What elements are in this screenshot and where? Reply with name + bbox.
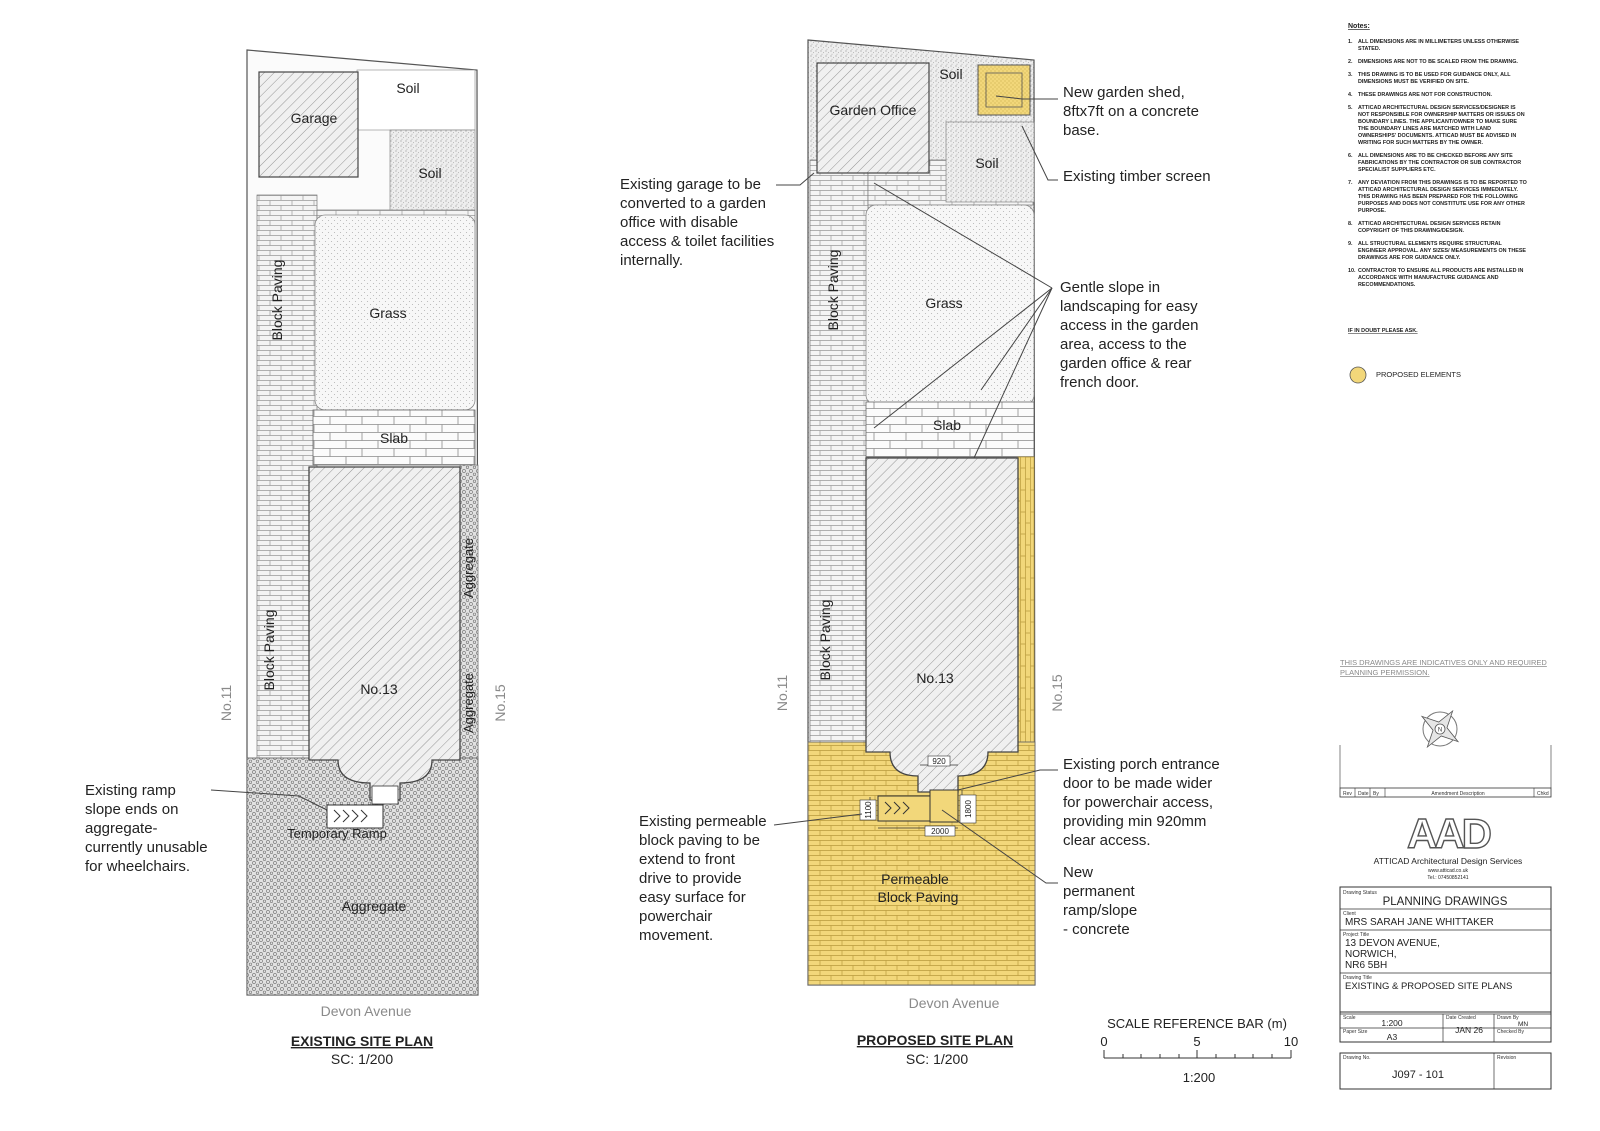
proposed-slab-label: Slab bbox=[932, 417, 962, 433]
existing-aggregate-lower-label: Aggregate bbox=[461, 673, 476, 733]
company-phone: Tel.: 07450852141 bbox=[1427, 875, 1469, 881]
permeable-paving-callout bbox=[639, 813, 767, 944]
callout-line: New garden shed, bbox=[1063, 84, 1185, 101]
note-text: SPECIALIST SUPPLIERS ETC. bbox=[1358, 167, 1436, 173]
note-text: PURPOSES AND DOES NOT CONSTITUTE USE FOR ANY OTHER bbox=[1358, 201, 1525, 207]
project-caption: Project Title bbox=[1343, 932, 1370, 938]
title-caption: Drawing Title bbox=[1343, 975, 1372, 981]
note-text: ATTICAD ARCHITECTURAL DESIGN SERVICES RETAIN bbox=[1358, 221, 1501, 227]
garden-office-label: Garden Office bbox=[829, 102, 917, 118]
amendment-header-by: By bbox=[1373, 791, 1379, 797]
date-value: JAN 26 bbox=[1455, 1025, 1483, 1035]
note-text: STATED. bbox=[1358, 46, 1381, 52]
callout-line: landscaping for easy bbox=[1060, 298, 1198, 315]
note-text: ENGINEER APPROVAL. ANY SIZES/ MEASUREMENTS ON THESE bbox=[1358, 248, 1527, 254]
proposed-block-paving-label-upper: Block Paving bbox=[825, 249, 841, 331]
indicative-note-line2: PLANNING PERMISSION. bbox=[1340, 668, 1430, 677]
callout-line: - concrete bbox=[1063, 921, 1130, 938]
note-text: OWNERSHIPS' DOCUMENTS. ATTICAD MUST BE ADVISED IN bbox=[1358, 133, 1517, 139]
callout-line: easy surface for bbox=[639, 889, 746, 906]
proposed-block-paving-label-lower: Block Paving bbox=[817, 599, 833, 681]
proposed-soil-mid-label: Soil bbox=[975, 155, 999, 171]
note-text: DRAWINGS ARE FOR GUIDANCE ONLY. bbox=[1358, 255, 1461, 261]
north-arrow-icon bbox=[1409, 698, 1470, 759]
scale-bar bbox=[1100, 1016, 1298, 1085]
gentle-slope-callout bbox=[1060, 279, 1198, 391]
drawn-caption: Drawn By bbox=[1497, 1015, 1519, 1021]
revision-caption: Revision bbox=[1497, 1055, 1517, 1061]
scale-tick-10: 10 bbox=[1283, 1034, 1299, 1049]
existing-site-plan bbox=[247, 50, 478, 995]
callout-line: door to be made wider bbox=[1063, 775, 1213, 792]
callout-line: access in the garden bbox=[1060, 317, 1199, 334]
note-text: DIMENSIONS MUST BE VERIFIED ON SITE. bbox=[1358, 79, 1469, 85]
amendment-header-rev: Rev bbox=[1343, 791, 1352, 797]
note-number: 4. bbox=[1348, 92, 1353, 98]
callout-line: providing min 920mm bbox=[1063, 813, 1207, 830]
scale-value: 1:200 bbox=[1381, 1018, 1403, 1028]
proposed-house bbox=[866, 458, 1018, 792]
notes-doubt: IF IN DOUBT PLEASE ASK. bbox=[1348, 328, 1418, 334]
callout-line: permanent bbox=[1063, 883, 1135, 900]
existing-slab-label: Slab bbox=[379, 430, 409, 446]
callout-line: ramp/slope bbox=[1063, 902, 1138, 919]
dimension-1800: 1800 bbox=[964, 800, 973, 818]
client-name: MRS SARAH JANE WHITTAKER bbox=[1345, 917, 1494, 928]
dimension-2000: 2000 bbox=[931, 827, 949, 836]
title-block bbox=[1340, 887, 1551, 1089]
existing-soil-top bbox=[357, 70, 475, 130]
callout-line: clear access. bbox=[1063, 832, 1151, 849]
callout-line: converted to a garden bbox=[620, 195, 766, 212]
callout-line: aggregate- bbox=[85, 820, 158, 837]
note-number: 8. bbox=[1348, 221, 1353, 227]
existing-house-label: No.13 bbox=[360, 681, 398, 697]
proposed-elements-swatch bbox=[1350, 367, 1366, 383]
callout-line: Existing garage to be bbox=[620, 176, 761, 193]
callout-line: for wheelchairs. bbox=[85, 858, 191, 875]
note-number: 10. bbox=[1348, 268, 1356, 274]
notes-panel bbox=[1340, 23, 1547, 677]
note-text: WRITING FOR SUCH MATTERS BY THE OWNER. bbox=[1358, 140, 1483, 146]
note-number: 1. bbox=[1348, 39, 1353, 45]
notes-list bbox=[1348, 39, 1527, 288]
note-text: COPYRIGHT OF THIS DRAWING/DESIGN. bbox=[1358, 228, 1465, 234]
callout-line: base. bbox=[1063, 122, 1100, 139]
existing-aggregate-front bbox=[247, 758, 478, 995]
existing-aggregate-upper-label: Aggregate bbox=[461, 538, 476, 598]
note-text: ACCORDANCE WITH MANUFACTURE GUIDANCE AND bbox=[1358, 275, 1499, 281]
note-text: RECOMMENDATIONS. bbox=[1358, 282, 1416, 288]
garden-office bbox=[817, 63, 929, 173]
note-text: THESE DRAWINGS ARE NOT FOR CONSTRUCTION. bbox=[1358, 92, 1492, 98]
temporary-ramp-label: Temporary Ramp bbox=[287, 826, 387, 841]
permeable-label-line2: Block Paving bbox=[877, 889, 959, 905]
callout-line: for powerchair access, bbox=[1063, 794, 1214, 811]
scale-caption: Scale bbox=[1343, 1015, 1356, 1021]
project-line3: NR6 5BH bbox=[1345, 960, 1388, 971]
company-logo-text: AAD bbox=[1407, 810, 1489, 857]
callout-line: area, access to the bbox=[1060, 336, 1187, 353]
existing-plan-title: EXISTING SITE PLAN bbox=[290, 1033, 434, 1049]
notes-heading: Notes: bbox=[1348, 23, 1370, 30]
note-text: ALL STRUCTURAL ELEMENTS REQUIRE STRUCTURAL bbox=[1358, 241, 1502, 247]
drawing-number: J097 - 101 bbox=[1392, 1069, 1444, 1081]
existing-ramp-callout bbox=[85, 782, 208, 875]
callout-line: 8ftx7ft on a concrete bbox=[1063, 103, 1199, 120]
existing-grass-label: Grass bbox=[369, 305, 407, 321]
proposed-house-label: No.13 bbox=[916, 670, 954, 686]
client-caption: Client bbox=[1343, 911, 1356, 917]
existing-block-paving-lower-label: Block Paving bbox=[261, 609, 277, 691]
date-caption: Date Created bbox=[1446, 1015, 1476, 1021]
checked-caption: Checked By bbox=[1497, 1029, 1524, 1035]
dimension-920: 920 bbox=[932, 757, 946, 766]
permeable-label-line1: Permeable bbox=[881, 871, 949, 887]
note-number: 9. bbox=[1348, 241, 1353, 247]
scale-tick-5: 5 bbox=[1193, 1034, 1201, 1049]
amendment-header-date: Date bbox=[1358, 791, 1369, 797]
proposed-soil-top-label: Soil bbox=[939, 66, 963, 82]
callout-line: Gentle slope in bbox=[1060, 279, 1161, 296]
existing-neighbour-left-label: No.11 bbox=[218, 684, 234, 722]
company-logo bbox=[1374, 810, 1523, 881]
callout-line: currently unusable bbox=[85, 839, 208, 856]
temporary-ramp bbox=[327, 805, 383, 828]
callout-line: movement. bbox=[639, 927, 714, 944]
company-name: ATTICAD Architectural Design Services bbox=[1373, 856, 1523, 866]
proposed-site-plan bbox=[808, 40, 1035, 985]
scale-tick-0: 0 bbox=[1100, 1034, 1108, 1049]
note-text: PURPOSE. bbox=[1358, 208, 1386, 214]
timber-screen-callout: Existing timber screen bbox=[1063, 168, 1211, 185]
project-line1: 13 DEVON AVENUE, bbox=[1345, 938, 1440, 949]
note-text: THIS DRAWING IS TO BE USED FOR GUIDANCE ONLY, ALL bbox=[1358, 72, 1511, 78]
existing-house bbox=[309, 467, 460, 800]
existing-soil-top-label: Soil bbox=[396, 80, 420, 96]
note-text: NOT RESPONSIBLE FOR OWNERSHIP MATTERS OR ISSUES ON bbox=[1358, 112, 1525, 118]
callout-line: garden office & rear bbox=[1060, 355, 1192, 372]
callout-line: extend to front bbox=[639, 851, 735, 868]
note-number: 6. bbox=[1348, 153, 1353, 159]
note-text: CONTRACTOR TO ENSURE ALL PRODUCTS ARE INSTALLED IN bbox=[1358, 268, 1524, 274]
drawn-value: MN bbox=[1517, 1021, 1529, 1028]
shed-callout bbox=[1063, 84, 1199, 139]
existing-neighbour-right-label: No.15 bbox=[492, 684, 508, 722]
note-text: THE BOUNDARY LINES ARE MATCHED WITH LAND bbox=[1358, 126, 1491, 132]
dimension-1100: 1100 bbox=[864, 801, 873, 819]
permanent-ramp-callout bbox=[1063, 864, 1137, 938]
callout-line: access & toilet facilities bbox=[620, 233, 775, 250]
existing-street-label: Devon Avenue bbox=[320, 1003, 412, 1019]
existing-plan-scale: SC: 1/200 bbox=[330, 1051, 394, 1067]
note-text: DIMENSIONS ARE NOT TO BE SCALED FROM THE DRAWING. bbox=[1358, 59, 1518, 65]
project-line2: NORWICH, bbox=[1345, 949, 1397, 960]
proposed-plan-title: PROPOSED SITE PLAN bbox=[856, 1032, 1014, 1048]
note-text: ANY DEVIATION FROM THIS DRAWINGS IS TO BE REPORTED TO bbox=[1358, 180, 1527, 186]
amendment-header-description: Amendment Description bbox=[1431, 791, 1485, 797]
svg-text:N: N bbox=[1437, 727, 1443, 734]
proposed-street-label: Devon Avenue bbox=[908, 995, 1000, 1011]
note-text: FABRICATIONS BY THE CONTRACTOR OR SUB CONTRACTOR bbox=[1358, 160, 1522, 166]
proposed-elements-label: PROPOSED ELEMENTS bbox=[1376, 370, 1462, 379]
callout-line: drive to provide bbox=[639, 870, 742, 887]
porch-entrance-callout bbox=[1063, 756, 1220, 849]
note-number: 3. bbox=[1348, 72, 1353, 78]
note-number: 5. bbox=[1348, 105, 1353, 111]
proposed-grass-label: Grass bbox=[925, 295, 963, 311]
callout-line: internally. bbox=[620, 252, 684, 269]
callout-line: Existing porch entrance bbox=[1063, 756, 1220, 773]
proposed-neighbour-right-label: No.15 bbox=[1049, 674, 1065, 712]
note-text: ALL DIMENSIONS ARE IN MILLIMETERS UNLESS OTHERWISE bbox=[1358, 39, 1520, 45]
drawing-title: EXISTING & PROPOSED SITE PLANS bbox=[1345, 981, 1513, 992]
amendment-header-chkd: Chkd bbox=[1537, 791, 1549, 797]
company-web: www.atticad.co.uk bbox=[1427, 868, 1469, 874]
status-caption: Drawing Status bbox=[1343, 890, 1377, 896]
callout-line: office with disable bbox=[620, 214, 739, 231]
scale-bar-title: SCALE REFERENCE BAR (m) bbox=[1107, 1016, 1287, 1031]
callout-line: slope ends on bbox=[85, 801, 179, 818]
callout-line: Existing permeable bbox=[639, 813, 767, 830]
callout-line: french door. bbox=[1060, 374, 1140, 391]
paper-caption: Paper Size bbox=[1343, 1029, 1368, 1035]
new-permanent-ramp bbox=[878, 796, 930, 821]
note-text: BOUNDARY LINES. THE APPLICANT/OWNER TO MAKE SURE bbox=[1358, 119, 1518, 125]
note-number: 2. bbox=[1348, 59, 1353, 65]
paper-value: A3 bbox=[1386, 1032, 1398, 1042]
existing-garage-label: Garage bbox=[290, 110, 338, 126]
drawing-status: PLANNING DRAWINGS bbox=[1382, 896, 1508, 908]
callout-line: block paving to be bbox=[639, 832, 760, 849]
note-number: 7. bbox=[1348, 180, 1353, 186]
existing-aggregate-front-label: Aggregate bbox=[341, 898, 407, 914]
callout-line: Existing ramp bbox=[85, 782, 176, 799]
proposed-neighbour-left-label: No.11 bbox=[774, 674, 790, 712]
garage-conversion-callout bbox=[620, 176, 774, 269]
number-caption: Drawing No. bbox=[1343, 1055, 1371, 1061]
indicative-note-line1: THIS DRAWINGS ARE INDICATIVES ONLY AND REQUIRED bbox=[1340, 658, 1547, 667]
amendment-table bbox=[1340, 745, 1551, 797]
callout-line: powerchair bbox=[639, 908, 713, 925]
proposed-plan-scale: SC: 1/200 bbox=[905, 1051, 969, 1067]
note-text: THIS DRAWING HAS BEEN PREPARED FOR THE FOLLOWING bbox=[1358, 194, 1518, 200]
scale-bar-ratio: 1:200 bbox=[1182, 1070, 1216, 1085]
callout-line: New bbox=[1063, 864, 1094, 881]
note-text: ALL DIMENSIONS ARE TO BE CHECKED BEFORE ANY SITE bbox=[1358, 153, 1513, 159]
existing-soil-mid-label: Soil bbox=[418, 165, 442, 181]
note-text: ATTICAD ARCHITECTURAL DESIGN SERVICES/DESIGNER IS bbox=[1358, 105, 1516, 111]
existing-block-paving-upper-label: Block Paving bbox=[269, 259, 285, 341]
note-text: ATTICAD ARCHITECTURAL DESIGN SERVICES IMMEDIATELY. bbox=[1358, 187, 1519, 193]
